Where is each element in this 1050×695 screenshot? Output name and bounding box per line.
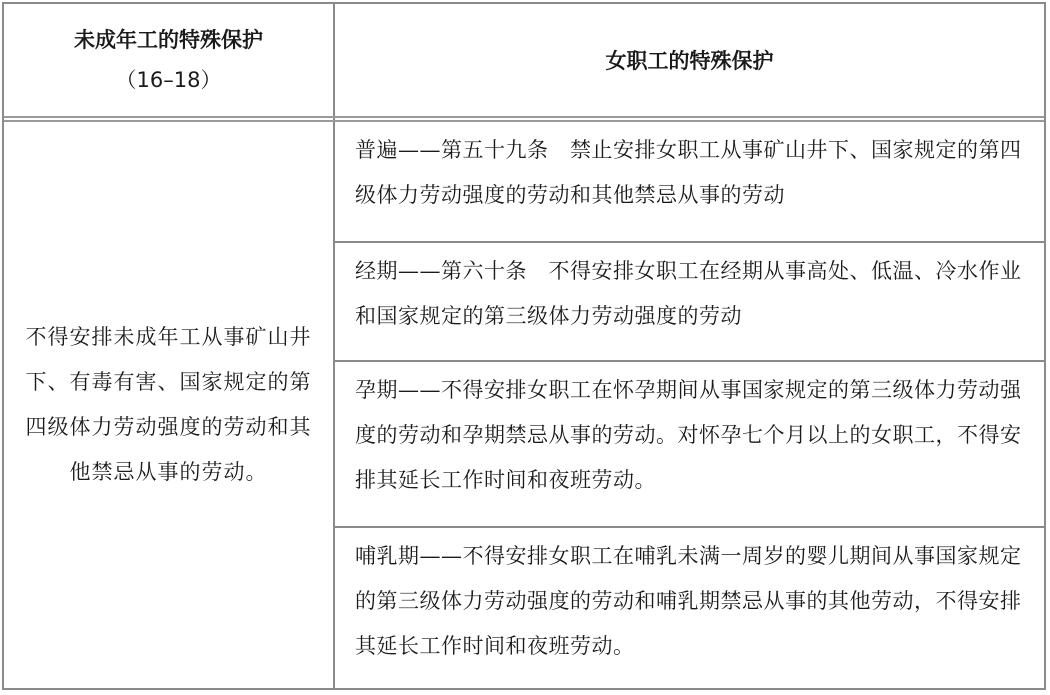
female-protection-general-text: 普遍——第五十九条 禁止安排女职工从事矿山井下、国家规定的第四级体力劳动强度的劳动和其他禁忌从事的劳动	[355, 138, 1022, 207]
female-protection-lactation	[335, 528, 1044, 690]
female-protection-pregnancy-text: 孕期——不得安排女职工在怀孕期间从事国家规定的第三级体力劳动强度的劳动和孕期禁忌从事的劳动。对怀孕七个月以上的女职工，不得安排其延长工作时间和夜班劳动。	[355, 378, 1022, 492]
minor-protection-text: 不得安排未成年工从事矿山井下、有毒有害、国家规定的第四级体力劳动强度的劳动和其他禁忌从事的劳动。	[25, 325, 312, 484]
female-protection-menstrual-text: 经期——第六十条 不得安排女职工在经期从事高处、低温、冷水作业和国家规定的第三级体力劳动强度的劳动	[355, 259, 1022, 328]
protection-table	[2, 2, 1046, 690]
female-protection-general	[335, 122, 1044, 241]
table-header-row	[4, 4, 1044, 122]
header-minor-title: 未成年工的特殊保护	[74, 28, 263, 52]
female-protection-pregnancy	[335, 362, 1044, 526]
header-minor-workers	[4, 4, 333, 116]
minor-protection-cell	[4, 122, 333, 688]
header-female-title: 女职工的特殊保护	[605, 49, 774, 73]
header-female-workers	[335, 4, 1044, 116]
female-protection-lactation-text: 哺乳期——不得安排女职工在哺乳未满一周岁的婴儿期间从事国家规定的第三级体力劳动强度的劳动和哺乳期禁忌从事的其他劳动，不得安排其延长工作时间和夜班劳动。	[355, 544, 1022, 658]
female-protection-column	[335, 122, 1044, 688]
female-protection-menstrual	[335, 243, 1044, 360]
header-minor-age-range: （16–18）	[115, 68, 222, 92]
